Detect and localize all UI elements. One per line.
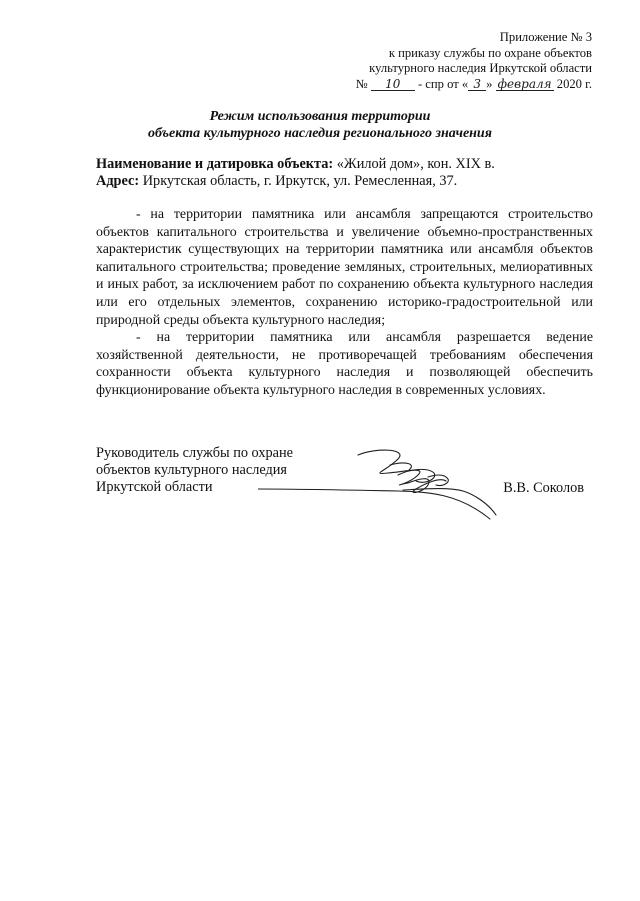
date-quote-close: » bbox=[486, 76, 493, 91]
date-year: 2020 г. bbox=[556, 76, 592, 91]
object-address-row bbox=[96, 173, 596, 190]
position-line-2: объектов культурного наследия bbox=[96, 462, 287, 479]
date-prefix: - спр от « bbox=[417, 76, 469, 91]
object-name-label: Наименование и датировка объекта: bbox=[96, 156, 334, 172]
position-line-1: Руководитель службы по охране bbox=[96, 445, 293, 461]
object-address-label: Адрес: bbox=[96, 173, 140, 189]
regime-text bbox=[96, 206, 593, 400]
appendix-header bbox=[356, 30, 592, 92]
appendix-line-3: культурного наследия Иркутской области bbox=[369, 61, 592, 75]
document-title bbox=[0, 108, 640, 142]
order-number-line bbox=[356, 77, 592, 93]
regime-paragraph-prohibited: - на территории памятника или ансамбля запрещаются строительство объектов капитального строительства и увеличение объемно-пространственных характеристик существующих на территории памятника или ансамбля объектов капитального строительства; проведение земляных, строительных, мелиоративных и иных работ, за исключением работ по сохранению объекта культурного наследия или его отдельных элементов, сохранению историко-градостроительной или природной среды объекта культурного наследия; bbox=[96, 207, 593, 328]
title-line-1: Режим использования территории bbox=[209, 109, 431, 124]
position-line-3: Иркутской области bbox=[96, 479, 213, 496]
regime-paragraph-permitted: - на территории памятника или ансамбля разрешается ведение хозяйственной деятельности, не противоречащей требованиям обеспечения сохранности объекта культурного наследия и позволяющей обеспечить функционирование объекта культурного наследия в современных условиях. bbox=[96, 330, 593, 398]
number-prefix: № bbox=[355, 76, 368, 91]
appendix-line-1: Приложение № 3 bbox=[499, 30, 592, 44]
object-name-row bbox=[96, 156, 596, 173]
object-info bbox=[96, 156, 596, 190]
signer-name: В.В. Соколов bbox=[503, 480, 584, 496]
title-line-2: объекта культурного наследия регионального значения bbox=[148, 126, 492, 141]
object-name-value: «Жилой дом», кон. XIX в. bbox=[333, 156, 495, 172]
handwritten-month: февраля bbox=[496, 78, 554, 91]
handwritten-order-number: 10 bbox=[371, 78, 415, 91]
object-address-value: Иркутская область, г. Иркутск, ул. Ремесленная, 37. bbox=[139, 173, 458, 189]
appendix-line-2: к приказу службы по охране объектов bbox=[388, 45, 592, 60]
handwritten-day: 3 bbox=[468, 78, 486, 91]
handwritten-signature bbox=[258, 445, 508, 535]
